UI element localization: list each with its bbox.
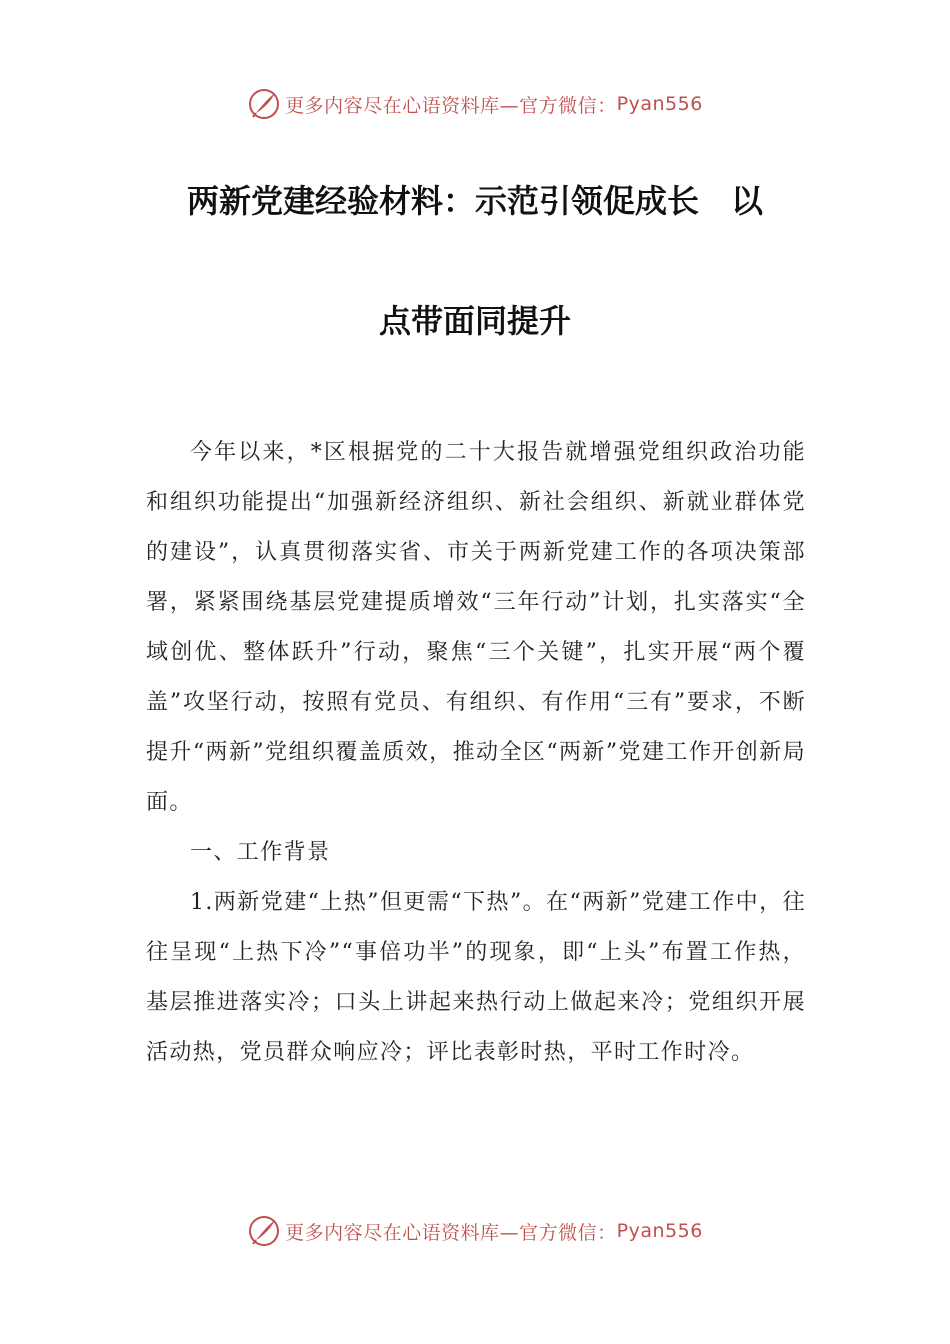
watermark-wechat-id: Pyan556 xyxy=(616,1220,703,1242)
document-body xyxy=(146,428,806,1078)
feather-pen-logo-icon xyxy=(247,1214,281,1248)
point-1-paragraph: 1.两新党建“上热”但更需“下热”。在“两新”党建工作中，往往呈现“上热下冷”“事倍功半”的现象，即“上头”布置工作热，基层推进落实冷；口头上讲起来热行动上做起来冷；党组织开展活动热，党员群众响应冷；评比表彰时热，平时工作时冷。 xyxy=(146,890,806,1065)
watermark-wechat-id: Pyan556 xyxy=(616,93,703,115)
document-title-line-2: 点带面同提升 xyxy=(378,302,571,340)
watermark-text: 更多内容尽在心语资料库—官方微信： xyxy=(285,1221,617,1244)
watermark-footer xyxy=(0,1211,950,1251)
document-title-line-1: 两新党建经验材料：示范引领促成长 以 xyxy=(186,182,763,220)
feather-pen-logo-icon xyxy=(247,87,281,121)
watermark-text: 更多内容尽在心语资料库—官方微信： xyxy=(285,94,617,117)
intro-paragraph: 今年以来，*区根据党的二十大报告就增强党组织政治功能和组织功能提出“加强新经济组织、新社会组织、新就业群体党的建设”，认真贯彻落实省、市关于两新党建工作的各项决策部署，紧紧围绕基层党建提质增效“三年行动”计划，扎实落实“全域创优、整体跃升”行动，聚焦“三个关键”，扎实开展“两个覆盖”攻坚行动，按照有党员、有组织、有作用“三有”要求，不断提升“两新”党组织覆盖质效，推动全区“两新”党建工作开创新局面。 xyxy=(146,440,806,815)
section-heading-background: 一、工作背景 xyxy=(190,840,331,865)
watermark-header xyxy=(0,84,950,124)
